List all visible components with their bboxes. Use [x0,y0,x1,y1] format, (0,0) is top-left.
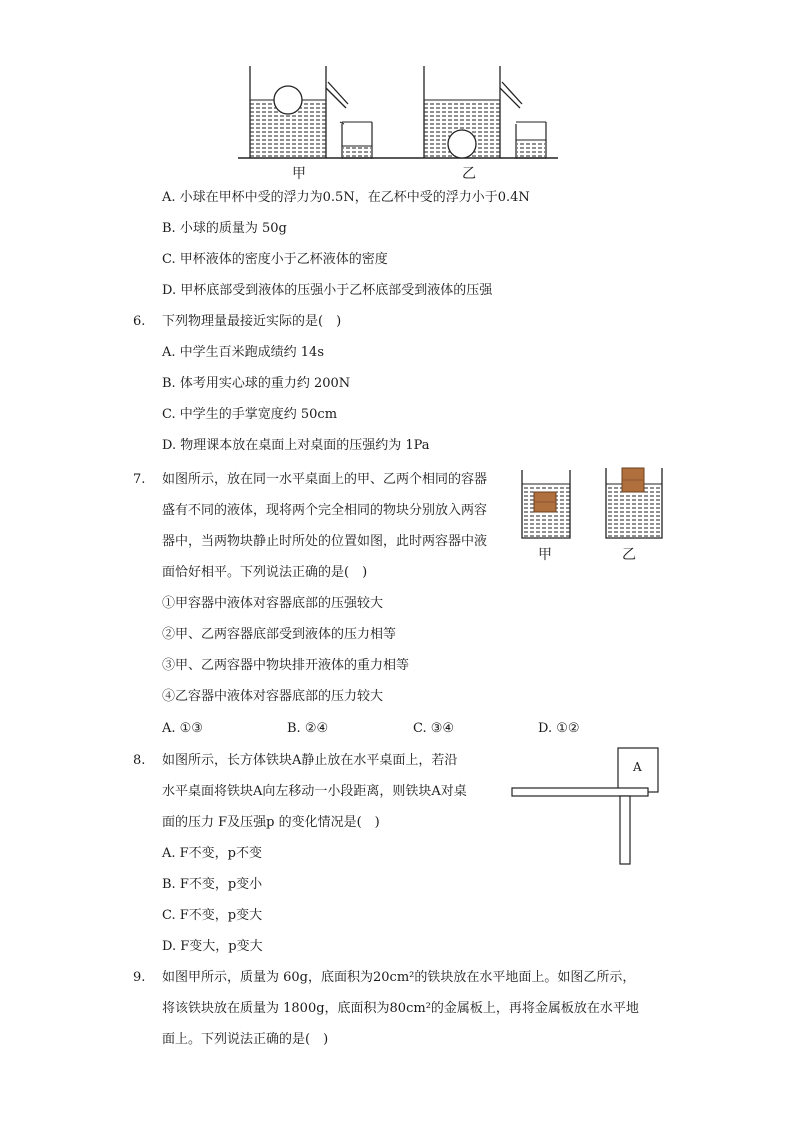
q8-stem-line-2: 水平桌面将铁块A向左移动一小段距离，则铁块A对桌 [162,784,467,799]
q7-statement-4: ④乙容器中液体对容器底部的压力较大 [162,689,384,704]
q9-stem-line-2: 将该铁块放在质量为 1800g，底面积为80cm²的金属板上，再将金属板放在水平地 [162,1001,639,1016]
q5-option-b: B. 小球的质量为 50g [162,221,287,236]
q7-stem-line-1: 如图所示，放在同一水平桌面上的甲、乙两个相同的容器 [162,472,488,487]
q8-number: 8. [133,753,146,768]
ball-sunk [448,130,476,158]
q7-statement-1: ①甲容器中液体对容器底部的压强较大 [162,596,384,611]
q5-option-a: A. 小球在甲杯中受的浮力为0.5N，在乙杯中受的浮力小于0.4N [162,190,530,205]
q5-figure [238,66,568,186]
q7-option-a: A. ①③ [162,721,203,736]
q8-stem-line-3: 面的压力 F及压强p 的变化情况是( ) [162,815,380,830]
q6-option-b: B. 体考用实心球的重力约 200N [162,376,351,391]
q7-label-jia: 甲 [538,547,552,563]
q9-number: 9. [133,970,146,985]
q9-stem-line-1: 如图甲所示，质量为 60g，底面积为20cm²的铁块放在水平地面上。如图乙所示， [162,970,636,985]
q7-stem-line-2: 盛有不同的液体，现将两个完全相同的物块分别放入两容 [162,503,488,518]
ball-floating [274,86,302,114]
q5-label-jia: 甲 [292,166,306,182]
q7-stem-line-3: 器中，当两物块静止时所处的位置如图，此时两容器中液 [162,534,488,549]
container-yi [606,468,662,538]
q6-option-a: A. 中学生百米跑成绩约 14s [162,345,324,360]
table-leg [620,796,630,864]
q7-option-d: D. ①② [538,721,580,736]
q7-option-b: B. ②④ [287,721,329,736]
cup-jia [250,66,348,158]
q8-option-b: B. F不变，p变小 [162,877,263,892]
q6-stem: 下列物理量最接近实际的是( ) [162,314,342,329]
q5-option-d: D. 甲杯底部受到液体的压强小于乙杯底部受到液体的压强 [162,283,493,298]
q7-statement-2: ②甲、乙两容器底部受到液体的压力相等 [162,627,397,642]
q7-stem-line-4: 面恰好相平。下列说法正确的是( ) [162,565,368,580]
q6-option-d: D. 物理课本放在桌面上对桌面的压强约为 1Pa [162,438,430,453]
beaker-jia [340,122,372,158]
q8-option-c: C. F不变，p变大 [162,908,263,923]
q8-block-label: A [633,760,642,774]
q7-statement-3: ③甲、乙两容器中物块排开液体的重力相等 [162,658,410,673]
q6-option-c: C. 中学生的手掌宽度约 50cm [162,407,338,422]
cup-yi [424,66,522,158]
q8-stem-line-1: 如图所示，长方体铁块A静止放在水平桌面上，若沿 [162,753,458,768]
q5-label-yi: 乙 [462,166,476,182]
table-top [512,788,648,796]
container-jia [522,470,570,538]
q7-number: 7. [133,472,146,487]
q8-option-d: D. F变大，p变大 [162,939,263,954]
q7-option-c: C. ③④ [413,721,455,736]
q7-figure [518,466,668,546]
q8-option-a: A. F不变，p不变 [162,846,262,861]
q5-option-c: C. 甲杯液体的密度小于乙杯液体的密度 [162,252,388,267]
beaker-yi [516,122,546,158]
q8-figure [510,746,670,868]
q9-stem-line-3: 面上。下列说法正确的是( ) [162,1032,329,1047]
q7-label-yi: 乙 [622,547,636,563]
q6-number: 6. [133,314,146,329]
